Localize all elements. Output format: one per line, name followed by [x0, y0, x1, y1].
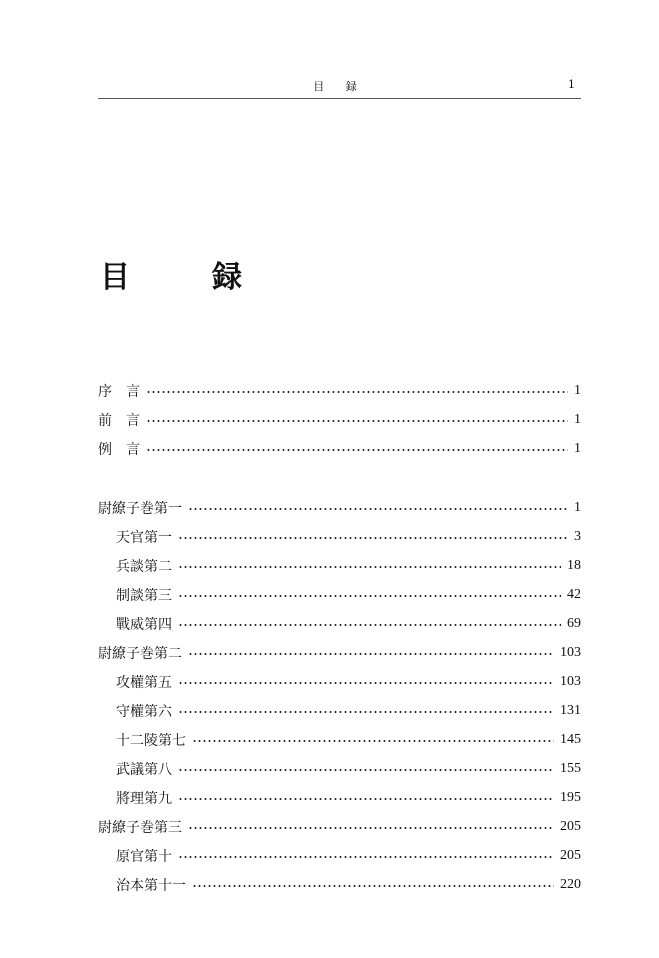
toc-entry-chapter-10[interactable]	[98, 845, 581, 867]
toc-entry-editorial-notes[interactable]	[98, 438, 581, 460]
toc-entry-chapter-7[interactable]	[98, 729, 581, 751]
toc-entry-label: 戰威第四	[116, 617, 172, 633]
toc-entry-chapter-8[interactable]	[98, 758, 581, 780]
dot-leader	[178, 566, 561, 568]
dot-leader	[178, 537, 568, 539]
toc-entry-label: 序 言	[98, 384, 140, 400]
toc-entry-chapter-11[interactable]	[98, 874, 581, 896]
toc-entry-page: 1	[574, 383, 581, 398]
toc-entry-chapter-1[interactable]	[98, 526, 581, 548]
running-title: 目 録	[313, 80, 366, 93]
running-header	[98, 76, 581, 99]
toc-entry-label: 將理第九	[116, 791, 172, 807]
dot-leader	[178, 769, 554, 771]
dot-leader	[188, 508, 568, 510]
dot-leader	[192, 740, 554, 742]
toc-entry-chapter-3[interactable]	[98, 584, 581, 606]
dot-leader	[146, 391, 568, 393]
toc-entry-label: 原官第十	[116, 849, 172, 865]
toc-entry-page: 18	[567, 558, 581, 573]
dot-leader	[146, 449, 568, 451]
dot-leader	[178, 856, 554, 858]
toc-entry-page: 195	[560, 790, 581, 805]
page-title: 目 録	[100, 260, 268, 295]
dot-leader	[178, 711, 554, 713]
dot-leader	[188, 827, 554, 829]
toc-entry-page: 3	[574, 529, 581, 544]
toc-entry-page: 220	[560, 877, 581, 892]
dot-leader	[192, 885, 554, 887]
toc-entry-page: 42	[567, 587, 581, 602]
toc-entry-page: 205	[560, 848, 581, 863]
toc-entry-label: 攻權第五	[116, 675, 172, 691]
dot-leader	[178, 624, 561, 626]
toc-entry-page: 103	[560, 645, 581, 660]
toc-entry-label: 武議第八	[116, 762, 172, 778]
toc-entry-chapter-2[interactable]	[98, 555, 581, 577]
toc-entry-chapter-9[interactable]	[98, 787, 581, 809]
toc-entry-label: 治本第十一	[116, 878, 186, 894]
toc-entry-page: 1	[574, 500, 581, 515]
toc-entry-page: 69	[567, 616, 581, 631]
toc-entry-preface[interactable]	[98, 380, 581, 402]
toc-entry-page: 205	[560, 819, 581, 834]
toc-entry-page: 1	[574, 441, 581, 456]
toc-entry-page: 131	[560, 703, 581, 718]
toc-entry-foreword[interactable]	[98, 409, 581, 431]
toc-entry-label: 尉繚子巻第一	[98, 501, 182, 517]
toc-entry-label: 制談第三	[116, 588, 172, 604]
toc-entry-volume-2[interactable]	[98, 642, 581, 664]
dot-leader	[178, 798, 554, 800]
toc-entry-page: 1	[574, 412, 581, 427]
toc-entry-volume-3[interactable]	[98, 816, 581, 838]
page-number: 1	[568, 78, 575, 91]
toc-entry-label: 守權第六	[116, 704, 172, 720]
dot-leader	[178, 595, 561, 597]
toc-entry-page: 103	[560, 674, 581, 689]
dot-leader	[178, 682, 554, 684]
toc-entry-label: 尉繚子巻第三	[98, 820, 182, 836]
dot-leader	[146, 420, 568, 422]
toc-entry-chapter-5[interactable]	[98, 671, 581, 693]
toc-entry-volume-1[interactable]	[98, 497, 581, 519]
toc-entry-label: 兵談第二	[116, 559, 172, 575]
toc-entry-label: 尉繚子巻第二	[98, 646, 182, 662]
toc-entry-page: 155	[560, 761, 581, 776]
toc-entry-page: 145	[560, 732, 581, 747]
toc-entry-label: 天官第一	[116, 530, 172, 546]
toc-entry-label: 前 言	[98, 413, 140, 429]
dot-leader	[188, 653, 554, 655]
toc-entry-chapter-4[interactable]	[98, 613, 581, 635]
toc-entry-label: 例 言	[98, 442, 140, 458]
toc-entry-label: 十二陵第七	[116, 733, 186, 749]
toc-entry-chapter-6[interactable]	[98, 700, 581, 722]
